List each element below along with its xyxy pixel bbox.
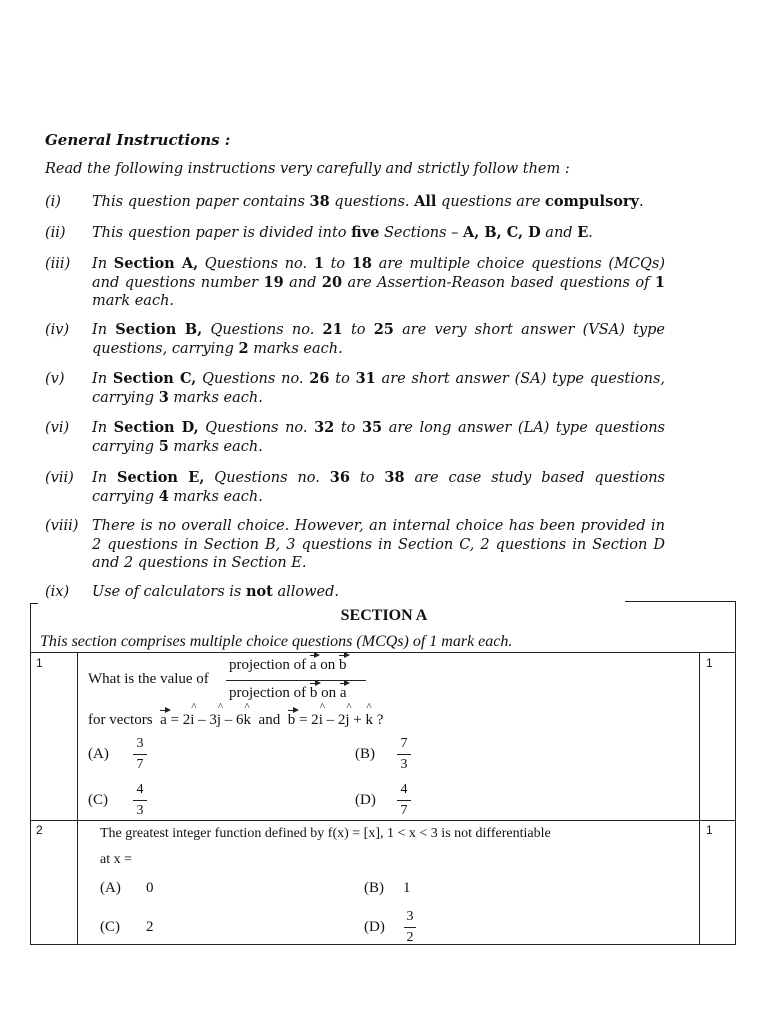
table-col-divider-left <box>77 652 78 945</box>
q1-option-d-label: (D) <box>355 792 376 808</box>
instruction-item <box>45 255 665 311</box>
instruction-number: (v) <box>45 371 65 387</box>
unit-vector-i: ^ i <box>190 712 194 729</box>
vector-b: b <box>287 712 296 728</box>
question-marks: 1 <box>706 656 713 670</box>
q1-den-on: on <box>321 685 337 701</box>
q2-option-c-value: 2 <box>146 919 154 935</box>
instruction-item <box>45 469 665 506</box>
q1-option-c-fraction <box>133 782 147 819</box>
q2-option-a-label: (A) <box>100 880 121 896</box>
q1-option-b-label: (B) <box>355 746 375 762</box>
question-number: 2 <box>36 823 43 837</box>
table-col-divider-right <box>699 652 700 945</box>
q1-num-on: on <box>320 657 336 673</box>
expr: = 2 <box>298 712 319 728</box>
instruction-number: (vi) <box>45 420 70 436</box>
q2-stem-line1: The greatest integer function defined by f(x) = [x], 1 < x < 3 is not differentiable <box>100 826 551 841</box>
denominator: 2 <box>406 930 414 945</box>
q2-option-a-value: 0 <box>146 880 154 896</box>
q1-fraction-numerator <box>229 657 346 674</box>
expr: + <box>353 712 362 728</box>
unit-vector-k: ^ k <box>244 712 252 729</box>
unit-vector-k: ^ k <box>366 712 374 729</box>
q2-option-b-label: (B) <box>364 880 384 896</box>
q1-for-text: for vectors <box>88 712 153 728</box>
q1-option-a-fraction <box>133 736 147 773</box>
section-description: This section comprises multiple choice questions (MCQs) of 1 mark each. <box>40 633 513 650</box>
numerator: 4 <box>136 782 144 797</box>
table-left-border <box>30 603 31 945</box>
instruction-item <box>45 370 665 407</box>
q1-num-text: projection of <box>229 657 307 673</box>
table-row-divider <box>30 820 736 821</box>
instruction-number: (iv) <box>45 322 70 338</box>
unit-vector-i: ^ i <box>319 712 323 729</box>
q1-den-text: projection of <box>229 685 307 701</box>
instruction-item <box>45 419 665 456</box>
vector-a: a <box>309 657 317 673</box>
question-number: 1 <box>36 656 43 670</box>
expr: – 3 <box>198 712 217 728</box>
instruction-item <box>45 321 665 358</box>
denominator: 7 <box>136 757 144 772</box>
expr: = 2 <box>170 712 191 728</box>
q1-option-c-label: (C) <box>88 792 108 808</box>
q2-stem-line2: at x = <box>100 852 132 867</box>
instruction-text: Use of calculators is not allowed. <box>92 583 340 600</box>
table-header-divider <box>30 652 736 653</box>
q2-option-b-value: 1 <box>403 880 411 896</box>
table-top-border-right <box>625 601 735 602</box>
table-left-border-tick <box>30 603 38 604</box>
numerator: 7 <box>400 736 408 751</box>
instruction-text: This question paper contains 38 questions. All questions are compulsory. <box>92 193 644 210</box>
instruction-item <box>45 224 665 243</box>
q1-vectors-line <box>88 712 383 729</box>
instruction-item <box>45 583 665 602</box>
section-title: SECTION A <box>340 607 428 624</box>
vector-b: b <box>309 685 318 701</box>
general-instructions-title: General Instructions : <box>45 131 231 149</box>
question-marks: 1 <box>706 823 713 837</box>
denominator: 7 <box>400 803 408 818</box>
q1-option-b-fraction <box>397 736 411 773</box>
unit-vector-j: ^ j <box>217 712 221 729</box>
instructions-intro: Read the following instructions very carefully and strictly follow them : <box>45 161 570 177</box>
expr: – 6 <box>224 712 244 728</box>
q2-option-d-fraction <box>404 909 416 946</box>
instruction-number: (ii) <box>45 225 66 241</box>
vector-b: b <box>338 657 347 673</box>
question-mark: ? <box>376 712 384 728</box>
vector-a: a <box>160 712 167 728</box>
instruction-item <box>45 517 665 573</box>
instruction-text: In Section C, Questions no. 26 to 31 are short answer (SA) type questions, carrying 3 marks each. <box>92 370 665 406</box>
q1-and-text: and <box>258 712 281 728</box>
unit-vector-j: ^ j <box>345 712 349 729</box>
numerator: 4 <box>400 782 408 797</box>
denominator: 3 <box>400 757 408 772</box>
q1-fraction-denominator <box>229 685 346 702</box>
q1-option-d-fraction <box>397 782 411 819</box>
expr: – 2 <box>326 712 346 728</box>
instruction-text: In Section A, Questions no. 1 to 18 are multiple choice questions (MCQs) and questions number 19 and 20 are Assertion-Reason based questions of 1 mark each. <box>92 255 666 309</box>
q2-option-d-label: (D) <box>364 919 385 935</box>
instruction-text: In Section B, Questions no. 21 to 25 are very short answer (VSA) type questions, carrying 2 marks each. <box>92 321 665 357</box>
instruction-text: In Section E, Questions no. 36 to 38 are case study based questions carrying 4 marks each. <box>92 469 665 505</box>
numerator: 3 <box>406 909 414 924</box>
instruction-text: There is no overall choice. However, an internal choice has been provided in 2 questions in Section B, 3 questions in Section C, 2 questions in Section D and 2 questions in Section E. <box>92 518 665 571</box>
instruction-number: (ix) <box>45 584 70 600</box>
vector-a: a <box>339 685 347 701</box>
instruction-text: This question paper is divided into five Sections – A, B, C, D and E. <box>92 224 593 241</box>
instruction-number: (viii) <box>45 518 79 534</box>
q1-prefix: What is the value of <box>88 671 209 687</box>
q1-option-a-label: (A) <box>88 746 109 762</box>
instruction-number: (vii) <box>45 470 74 486</box>
denominator: 3 <box>136 803 144 818</box>
instruction-text: In Section D, Questions no. 32 to 35 are long answer (LA) type questions carrying 5 marks each. <box>92 419 665 455</box>
numerator: 3 <box>136 736 144 751</box>
instruction-item <box>45 193 665 212</box>
q2-option-c-label: (C) <box>100 919 120 935</box>
table-bottom-border <box>30 944 736 945</box>
instruction-number: (iii) <box>45 256 71 272</box>
instruction-number: (i) <box>45 194 61 210</box>
